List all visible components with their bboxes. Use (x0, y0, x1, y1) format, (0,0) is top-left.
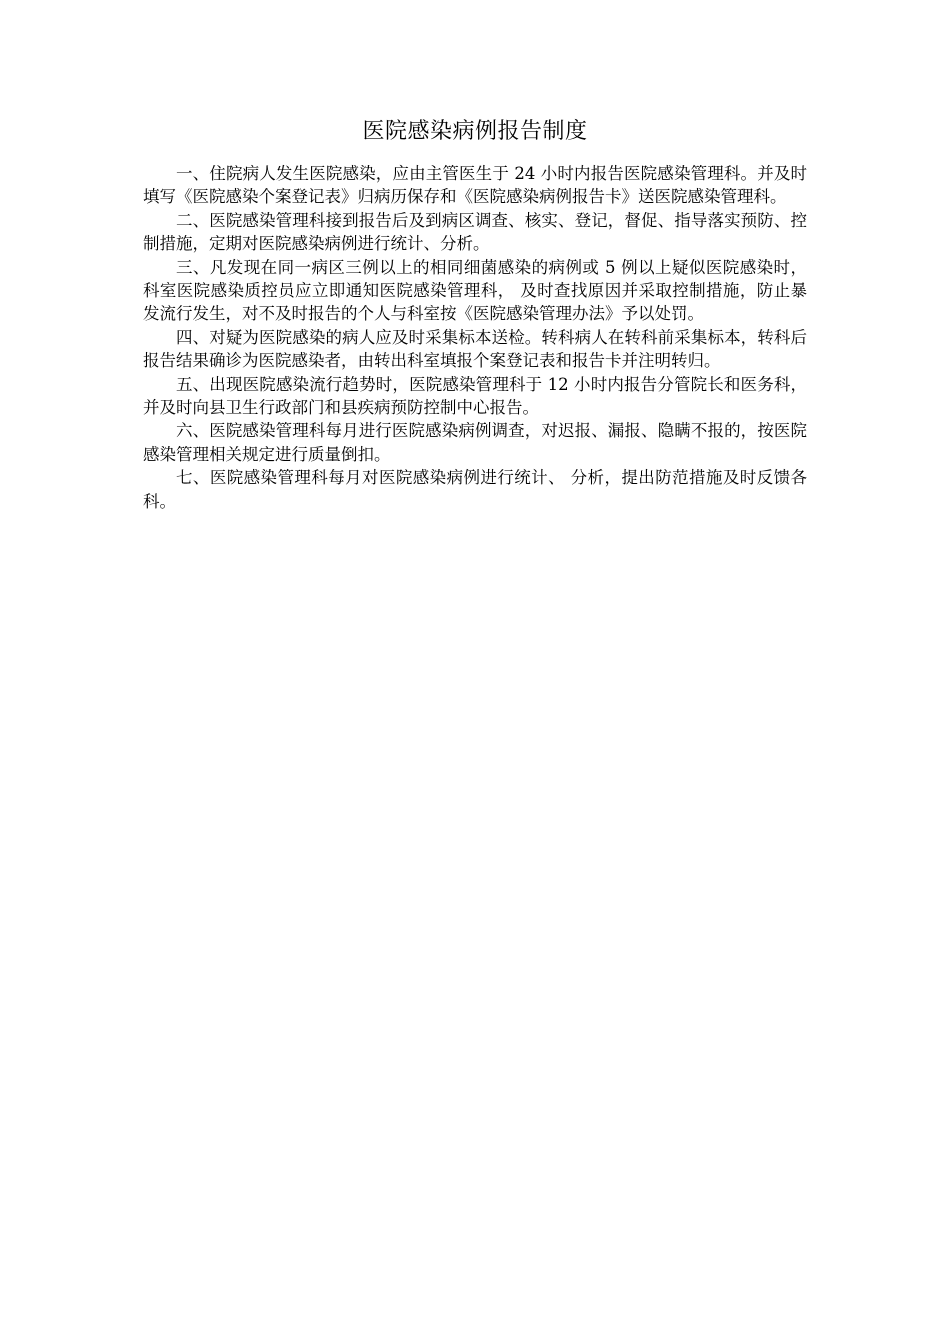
paragraph-2: 二、医院感染管理科接到报告后及到病区调查、核实、登记，督促、指导落实预防、控制措施，定期对医院感染病例进行统计、分析。 (143, 210, 807, 254)
paragraph-7: 七、医院感染管理科每月对医院感染病例进行统计、 分析，提出防范措施及时反馈各科。 (143, 468, 807, 511)
document-title: 医院感染病例报告制度 (362, 119, 588, 144)
paragraph-1: 一、住院病人发生医院感染，应由主管医生于 24 小时内报告医院感染管理科。并及时填写《医院感染个案登记表》归病历保存和《医院感染病例报告卡》送医院感染管理科。 (143, 164, 807, 207)
paragraph-3: 三、凡发现在同一病区三例以上的相同细菌感染的病例或 5 例以上疑似医院感染时，科室医院感染质控员应立即通知医院感染管理科， 及时查找原因并采取控制措施，防止暴发流行发生，对不及时报告的个人与科室按《医院感染管理办法》予以处罚。 (143, 257, 807, 324)
paragraph-5: 五、出现医院感染流行趋势时，医院感染管理科于 12 小时内报告分管院长和医务科，并及时向县卫生行政部门和县疾病预防控制中心报告。 (143, 374, 807, 418)
document-body (143, 162, 807, 513)
paragraph-4: 四、对疑为医院感染的病人应及时采集标本送检。转科病人在转科前采集标本，转科后报告结果确诊为医院感染者，由转出科室填报个案登记表和报告卡并注明转归。 (143, 327, 807, 371)
paragraph-6: 六、医院感染管理科每月进行医院感染病例调查，对迟报、漏报、隐瞒不报的，按医院感染管理相关规定进行质量倒扣。 (143, 421, 807, 464)
